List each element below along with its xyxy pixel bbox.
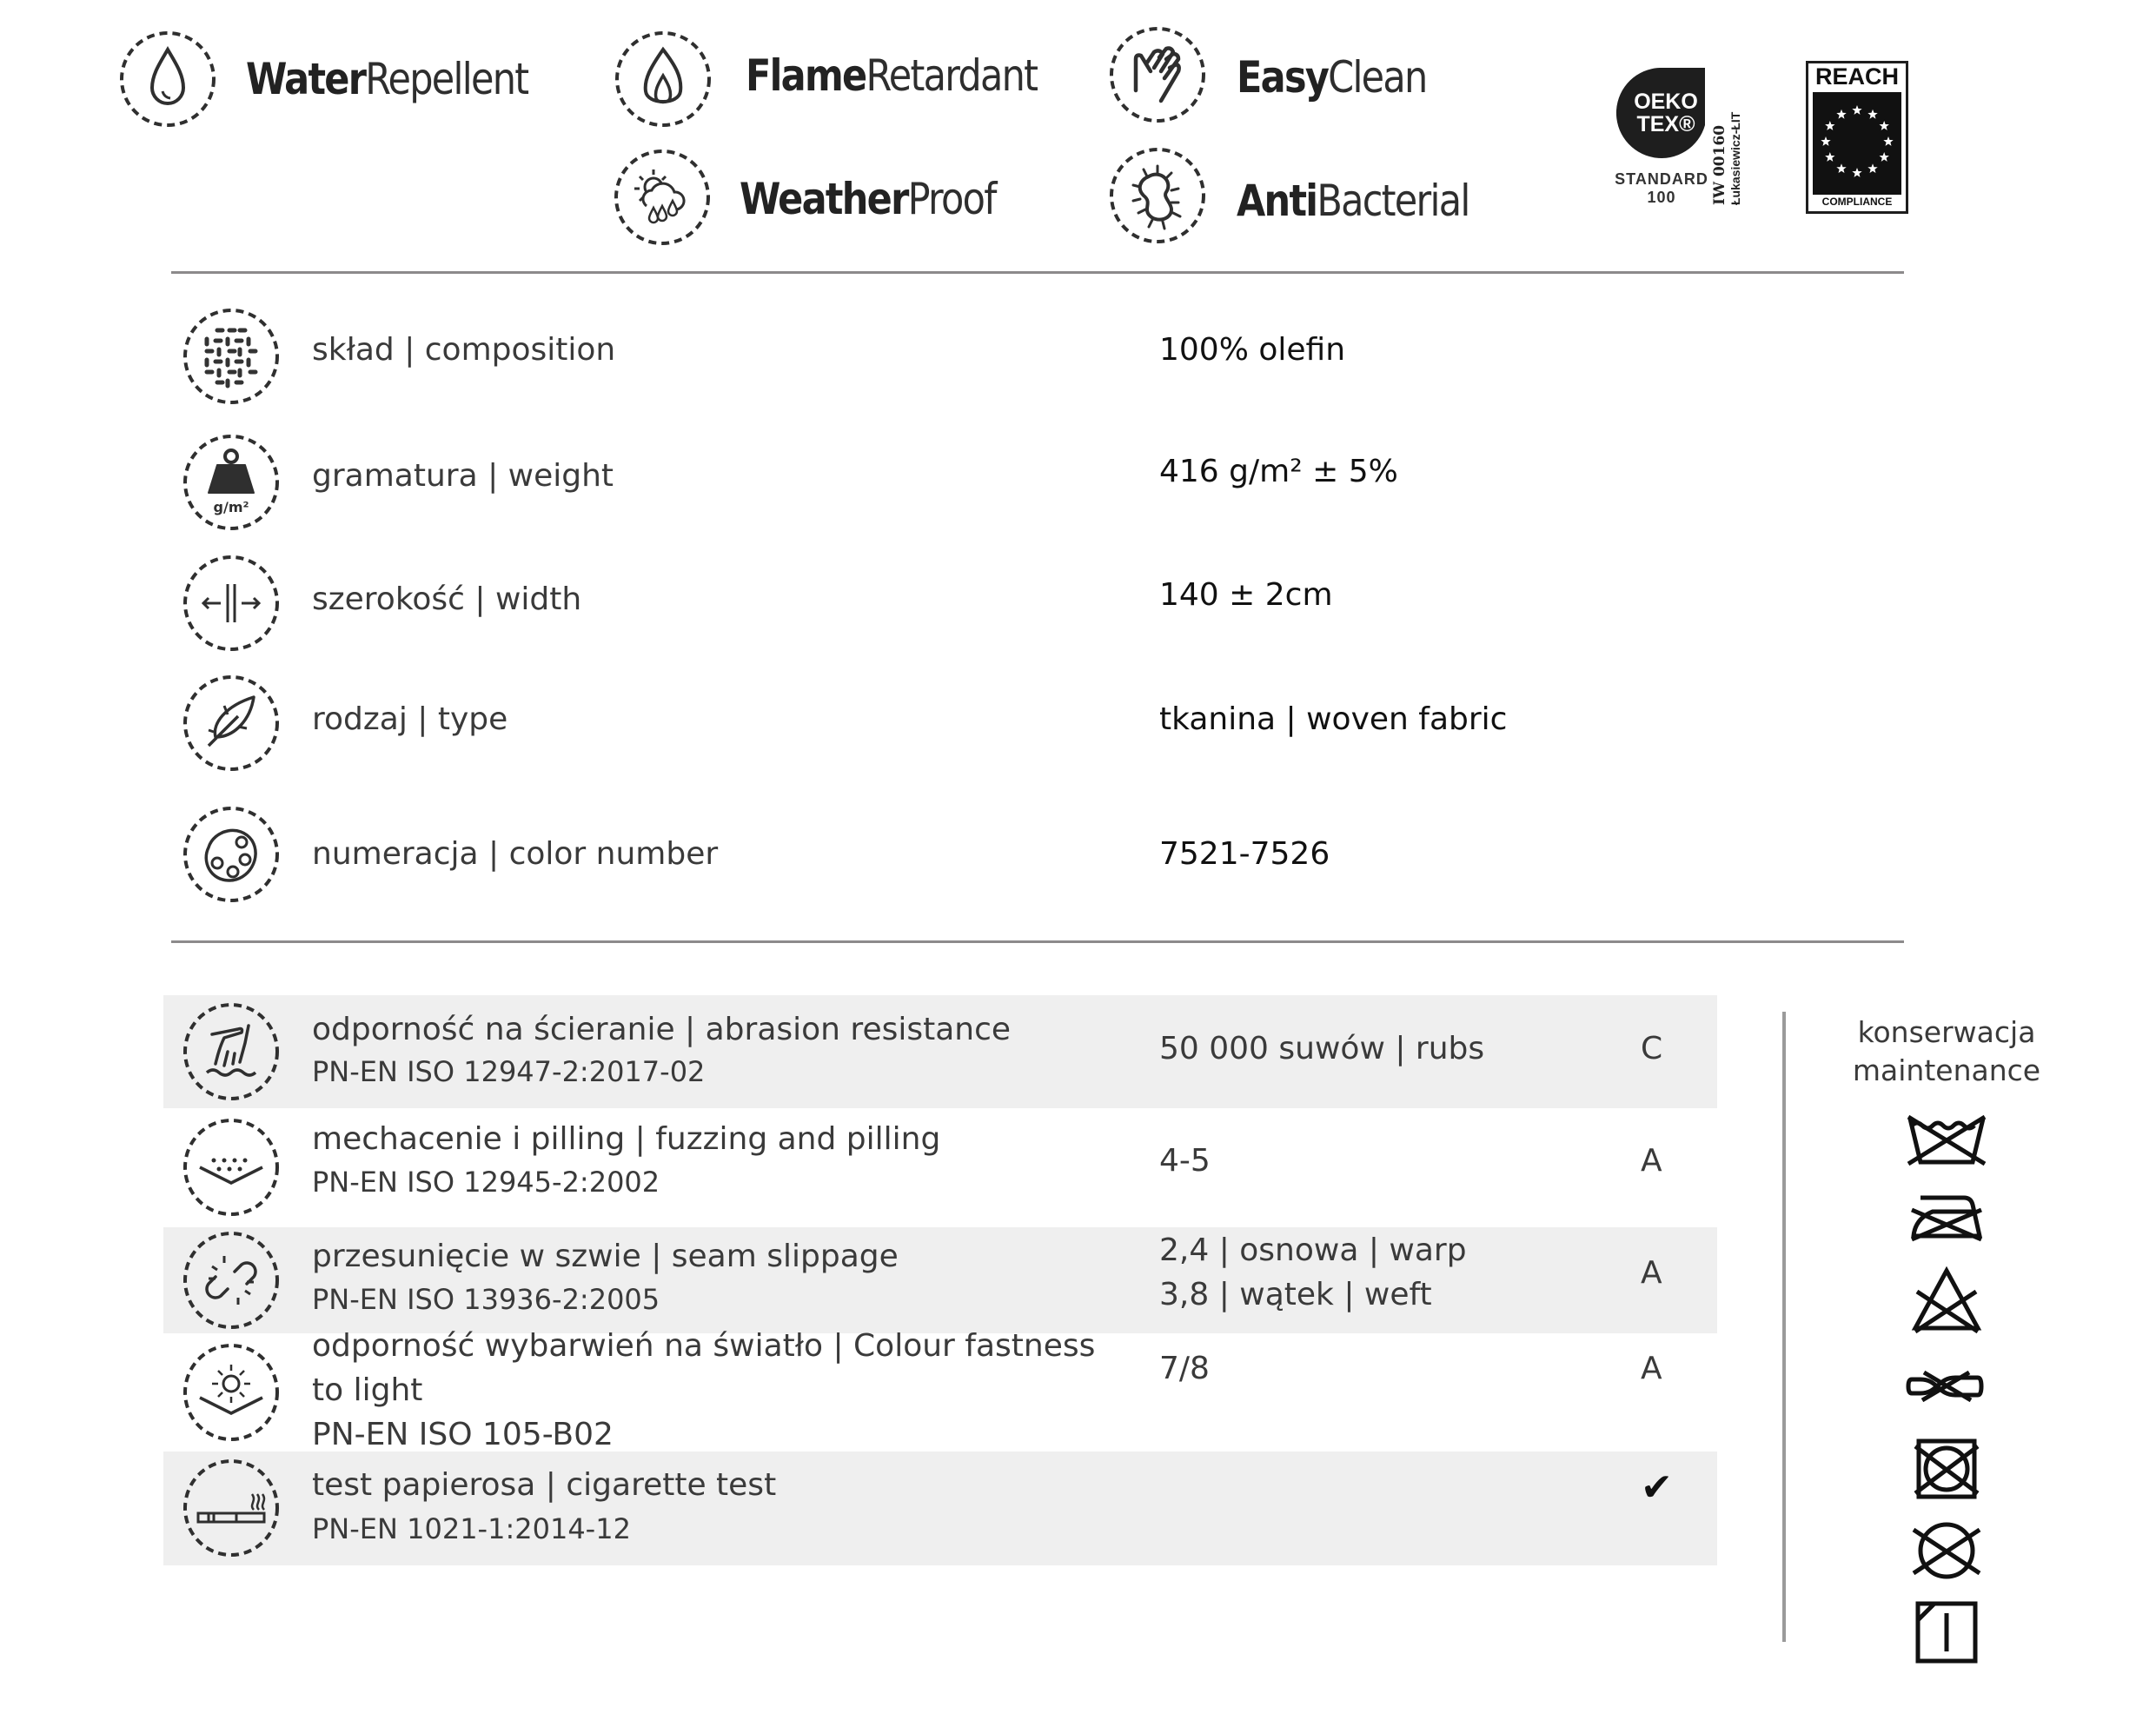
test-title-abrasion: odporność na ścieranie | abrasion resistance (312, 1012, 1012, 1047)
eu-star (1836, 163, 1846, 173)
water-drop-icon (122, 33, 214, 125)
pilling-icon (185, 1120, 277, 1214)
spec-label-width: szerokość | width (312, 581, 582, 617)
test-grade-pilling: A (1641, 1143, 1662, 1179)
eu-stars-icon (1813, 92, 1901, 195)
test-title-light: odporność wybarwień na światło | Colour fastness (312, 1328, 1096, 1364)
eu-stars-panel (1813, 92, 1901, 195)
spec-label-type: rodzaj | type (312, 701, 508, 737)
test-grade-seam: A (1641, 1255, 1662, 1291)
eu-star (1852, 105, 1861, 115)
test-icons-layer (0, 991, 348, 1582)
eu-star (1880, 152, 1889, 162)
sun-fastness-icon (185, 1345, 277, 1439)
abrasion-hand-icon (185, 1005, 277, 1099)
bacteria-icon (1111, 149, 1204, 242)
reach-subtitle: COMPLIANCE (1821, 196, 1893, 208)
oekotex-mark: OEKO TEX® (1634, 90, 1698, 136)
test-norm-pilling: PN-EN ISO 12945-2:2002 (312, 1166, 660, 1199)
spec-value-width: 140 ± 2cm (1159, 577, 1333, 613)
test-norm-abrasion: PN-EN ISO 12947-2:2017-02 (312, 1055, 706, 1088)
test-title-seam: przesunięcie w szwie | seam slippage (312, 1239, 899, 1274)
oekotex-standard: STANDARD 100 (1615, 170, 1708, 206)
feature-water-repellent: WaterRepellent (246, 54, 528, 104)
spec-value-type: tkanina | woven fabric (1159, 701, 1508, 737)
palette-icon (185, 808, 277, 900)
eu-star (1883, 136, 1893, 146)
maintenance-label-pl: konserwacja (1857, 1015, 2036, 1049)
oekotex-id: IW 00160 Łukasiewicz-ŁIT (1711, 111, 1742, 205)
test-value-pilling: 4-5 (1159, 1143, 1211, 1179)
eu-star (1836, 110, 1846, 119)
width-arrows-icon (185, 557, 277, 649)
test-norm-seam: PN-EN ISO 13936-2:2005 (312, 1283, 660, 1316)
spec-value-composition: 100% olefin (1159, 332, 1346, 368)
do-not-tumble-dry-icon (1915, 1441, 1978, 1497)
test-grade-abrasion: C (1641, 1031, 1663, 1066)
eu-star (1867, 163, 1877, 173)
divider-middle (171, 940, 1904, 943)
oekotex-logo (1609, 66, 1757, 214)
care-symbols-layer (1868, 1104, 2025, 1695)
eu-star (1821, 136, 1830, 146)
spec-value-weight: 416 g/m² ± 5% (1159, 454, 1398, 489)
broken-chain-icon (185, 1233, 277, 1327)
test-grade-light: A (1641, 1351, 1662, 1386)
do-not-iron-icon (1912, 1198, 1981, 1239)
test-grade-cigarette-checkmark: ✔ (1641, 1465, 1673, 1510)
spec-icons-layer (0, 296, 348, 921)
flame-icon (617, 33, 709, 125)
divider-top (171, 271, 1904, 274)
eu-star (1825, 121, 1834, 130)
eu-star (1867, 110, 1877, 119)
feature-anti-bacterial: AntiBacterial (1237, 176, 1469, 226)
feature-easy-clean: EasyClean (1237, 52, 1427, 103)
test-title-light-cont: to light (312, 1372, 423, 1408)
drip-dry-shade-icon (1918, 1604, 1975, 1661)
weight-icon-unit: g/m² (213, 499, 249, 515)
feather-icon (185, 677, 277, 769)
do-not-dry-clean-icon (1914, 1525, 1980, 1577)
weave-composition-icon (185, 310, 277, 402)
test-norm-cigarette: PN-EN 1021-1:2014-12 (312, 1512, 631, 1545)
do-not-wash-icon (1908, 1117, 1985, 1164)
feature-weather-proof: WeatherProof (740, 174, 996, 224)
test-title-pilling: mechacenie i pilling | fuzzing and pilling (312, 1121, 941, 1157)
maintenance-divider (1782, 1012, 1786, 1642)
test-norm-light: PN-EN ISO 105-B02 (312, 1417, 614, 1452)
spec-label-weight: gramatura | weight (312, 458, 614, 494)
eu-star (1825, 152, 1834, 162)
spec-value-color-number: 7521-7526 (1159, 836, 1330, 872)
spec-label-color-number: numeracja | color number (312, 836, 719, 872)
feature-flame-retardant: FlameRetardant (746, 50, 1038, 101)
test-value-light: 7/8 (1159, 1351, 1210, 1386)
eu-star (1880, 121, 1889, 130)
spec-label-composition: skład | composition (312, 332, 616, 368)
test-value-seam-warp: 2,4 | osnowa | warp (1159, 1232, 1467, 1268)
reach-compliance-badge (1806, 61, 1908, 214)
eu-star (1852, 168, 1861, 177)
test-title-cigarette: test papierosa | cigarette test (312, 1467, 777, 1503)
maintenance-label-en: maintenance (1852, 1053, 2041, 1087)
hand-wipe-icon (1111, 29, 1204, 121)
reach-title: REACH (1814, 63, 1899, 90)
test-value-seam-weft: 3,8 | wątek | weft (1159, 1277, 1432, 1312)
do-not-bleach-icon (1915, 1271, 1978, 1332)
do-not-wring-icon (1908, 1372, 1981, 1400)
cigarette-icon (185, 1461, 277, 1555)
weight-icon (185, 436, 277, 528)
test-value-abrasion: 50 000 suwów | rubs (1159, 1031, 1485, 1066)
weather-sun-cloud-rain-icon (616, 151, 708, 243)
